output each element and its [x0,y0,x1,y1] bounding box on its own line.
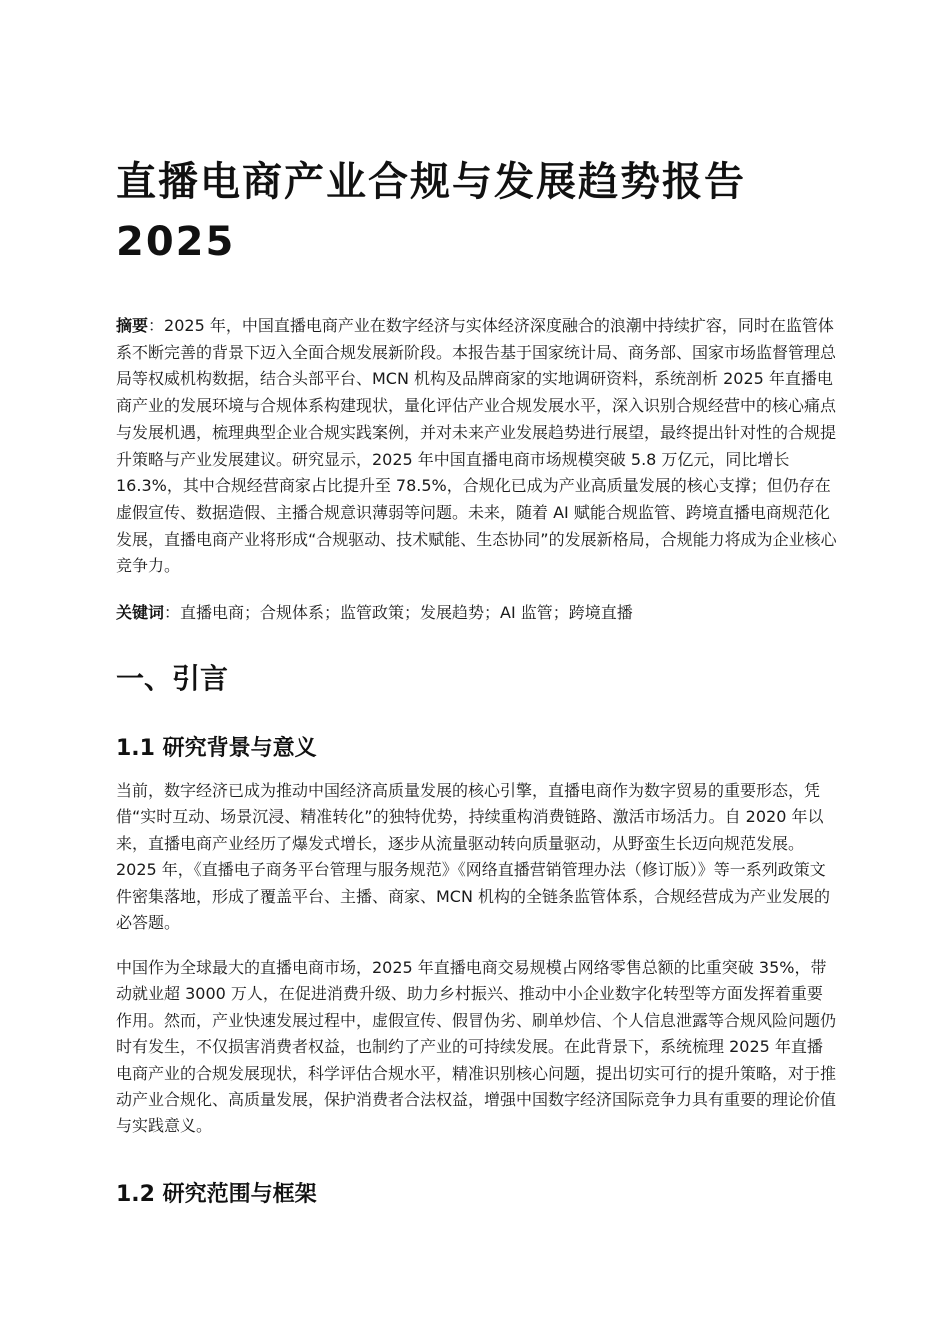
background-paragraph-2: 中国作为全球最大的直播电商市场，2025 年直播电商交易规模占网络零售总额的比重突破 35%，带动就业超 3000 万人，在促进消费升级、助力乡村振兴、推动中小企业数字化转型等方面发挥着重要作用。然而，产业快速发展过程中，虚假宣传、假冒伪劣、刷单炒信、个人信息泄露等合规风险问题仍时有发生，不仅损害消费者权益，也制约了产业的可持续发展。在此背景下，系统梳理 2025 年直播电商产业的合规发展现状，科学评估合规水平，精准识别核心问题，提出切实可行的提升策略，对于推动产业合规化、高质量发展，保护消费者合法权益，增强中国数字经济国际竞争力具有重要的理论价值与实践意义。 [116,958,837,1136]
abstract-paragraph [116,313,838,580]
keywords-line [116,600,838,626]
report-title: 直播电商产业合规与发展趋势报告2025 [116,159,746,265]
keywords-separator: ： [164,603,181,622]
section-heading-introduction: 一、引言 [116,662,229,695]
abstract-text: 2025 年，中国直播电商产业在数字经济与实体经济深度融合的浪潮中持续扩容，同时在监管体系不断完善的背景下迈入全面合规发展新阶段。本报告基于国家统计局、商务部、国家市场监督管理总局等权威机构数据，结合头部平台、MCN 机构及品牌商家的实地调研资料，系统剖析 2025 年直播电商产业的发展环境与合规体系构建现状，量化评估产业合规发展水平，深入识别合规经营中的核心痛点与发展机遇，梳理典型企业合规实践案例，并对未来产业发展趋势进行展望，最终提出针对性的合规提升策略与产业发展建议。研究显示，2025 年中国直播电商市场规模突破 5.8 万亿元，同比增长 16.3%，其中合规经营商家占比提升至 78.5%，合规化已成为产业高质量发展的核心支撑；但仍存在虚假宣传、数据造假、主播合规意识薄弱等问题。未来，随着 AI 赋能合规监管、跨境直播电商规范化发展，直播电商产业将形成“合规驱动、技术赋能、生态协同”的发展新格局，合规能力将成为企业核心竞争力。 [116,316,837,576]
abstract-separator: ： [148,316,165,335]
subsection-heading-scope: 1.2 研究范围与框架 [116,1182,317,1207]
subsection-heading-background: 1.1 研究背景与意义 [116,736,317,761]
keywords-text: 直播电商；合规体系；监管政策；发展趋势；AI 监管；跨境直播 [180,603,633,622]
abstract-label: 摘要 [116,316,149,335]
background-paragraph-1: 当前，数字经济已成为推动中国经济高质量发展的核心引擎，直播电商作为数字贸易的重要形态，凭借“实时互动、场景沉浸、精准转化”的独特优势，持续重构消费链路、激活市场活力。自 2020 年以来，直播电商产业经历了爆发式增长，逐步从流量驱动转向质量驱动，从野蛮生长迈向规范发展。2025 年，《直播电子商务平台管理与服务规范》《网络直播营销管理办法（修订版）》等一系列政策文件密集落地，形成了覆盖平台、主播、商家、MCN 机构的全链条监管体系，合规经营成为产业发展的必答题。 [116,781,831,933]
keywords-label: 关键词 [116,603,165,622]
